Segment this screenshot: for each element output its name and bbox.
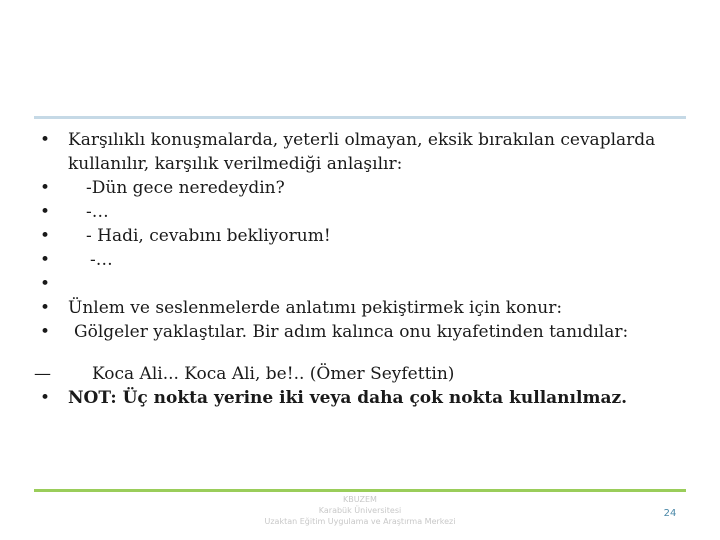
footer-institution [230, 494, 490, 527]
bullet: • [40, 130, 51, 150]
bullet: • [40, 274, 51, 294]
quote-text: Koca Ali... Koca Ali, be!.. (Ömer Seyfettin) [92, 364, 455, 384]
list-item [34, 248, 694, 272]
bullet: • [40, 202, 51, 222]
footer-line-3: Uzaktan Eğitim Uygulama ve Araştırma Merkezi [264, 517, 456, 526]
list-item-text: Karşılıklı konuşmalarda, yeterli olmayan, eksik bırakılan cevaplarda [68, 130, 656, 150]
list-item-text: - Hadi, cevabını bekliyorum! [86, 226, 331, 246]
list-item [34, 272, 694, 296]
note-text: NOT: Üç nokta yerine iki veya daha çok nokta kullanılmaz. [68, 388, 628, 408]
list-item-text: -Dün gece neredeydin? [86, 178, 285, 198]
list-item [34, 320, 694, 344]
bullet: • [40, 250, 51, 270]
list-item [34, 200, 694, 224]
bullet: • [40, 322, 51, 342]
list-item-text: -… [86, 202, 109, 222]
spacer [34, 344, 694, 362]
list-item [34, 296, 694, 320]
list-item-text-continued: kullanılır, karşılık verilmediği anlaşılır: [68, 154, 403, 174]
slide-body [34, 128, 694, 410]
list-item-text: -… [90, 250, 113, 270]
header-divider [34, 116, 686, 119]
list-item-text: Ünlem ve seslenmelerde anlatımı pekiştirmek için konur: [68, 298, 563, 318]
page-number: 24 [663, 508, 677, 519]
bullet: • [40, 388, 51, 408]
footer-line-1: KBUZEM [343, 495, 377, 504]
note-item [34, 386, 694, 410]
list-item [34, 224, 694, 248]
bullet: • [40, 178, 51, 198]
quote-line [34, 362, 694, 386]
list-item [34, 128, 694, 176]
footer-divider [34, 489, 686, 492]
footer-line-2: Karabük Üniversitesi [318, 506, 402, 515]
list-item [34, 176, 694, 200]
dash-marker: — [34, 364, 51, 384]
bullet: • [40, 298, 51, 318]
list-item-text: Gölgeler yaklaştılar. Bir adım kalınca onu kıyafetinden tanıdılar: [74, 322, 629, 342]
bullet: • [40, 226, 51, 246]
